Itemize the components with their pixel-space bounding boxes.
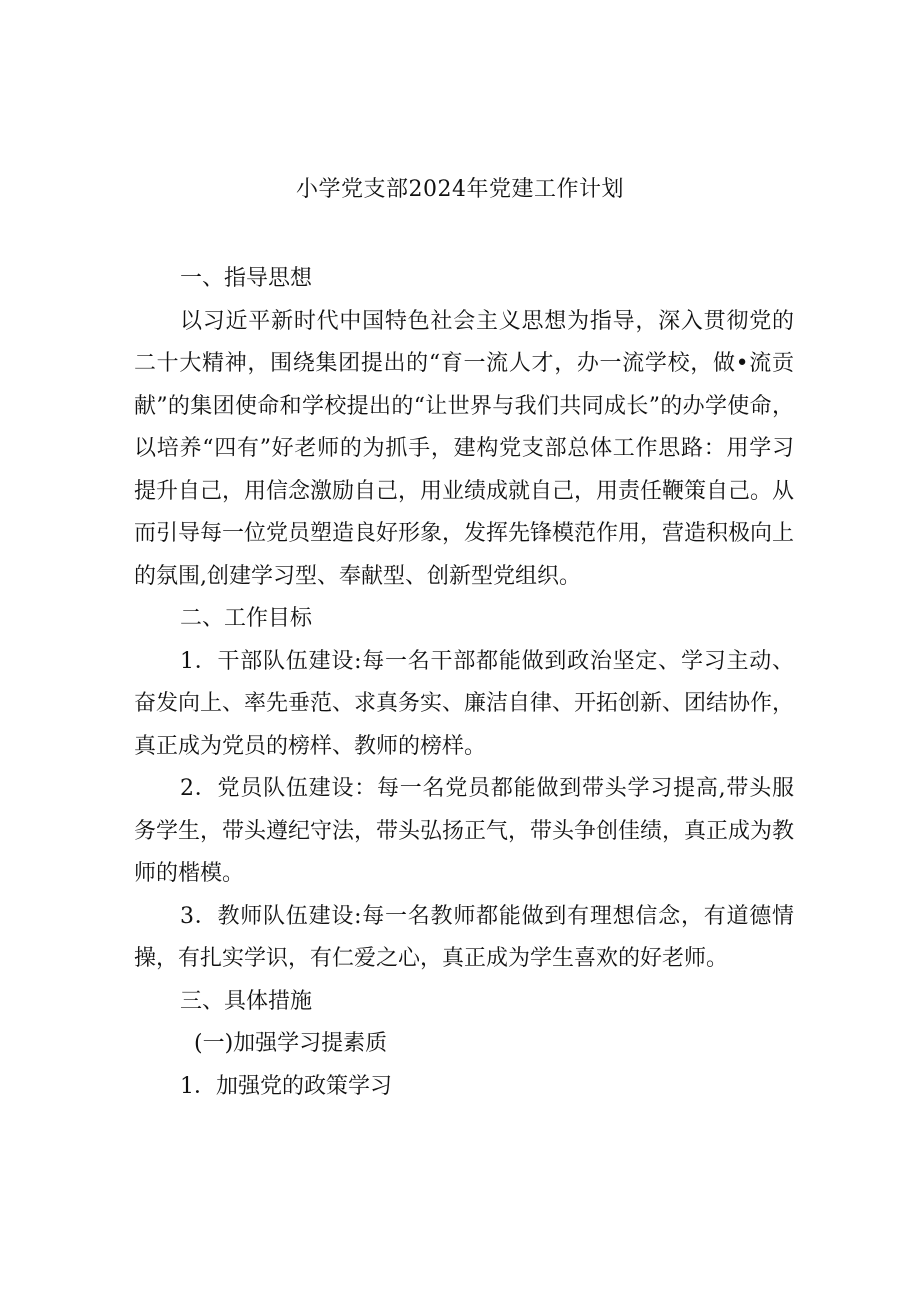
paragraph-goal-cadres: 1．干部队伍建设:每一名干部都能做到政治坚定、学习主动、奋发向上、率先垂范、求真务实、廉洁自律、开拓创新、团结协作，真正成为党员的榜样、教师的榜样。	[134, 648, 795, 759]
item-heading-policy-study: 1．加强党的政策学习	[180, 1073, 392, 1099]
paragraph-goal-teachers: 3．教师队伍建设:每一名教师都能做到有理想信念，有道德情操，有扎实学识，有仁爱之心，真正成为学生喜欢的好老师。	[134, 903, 794, 971]
section-heading-guiding-ideology: 一、指导思想	[180, 266, 313, 291]
document-title: 小学党支部2024年党建工作计划	[296, 177, 624, 202]
subsection-heading-study: (一)加强学习提素质	[194, 1031, 388, 1056]
section-heading-measures: 三、具体措施	[180, 988, 313, 1014]
section-heading-work-goals: 二、工作目标	[180, 606, 313, 631]
document-body	[134, 258, 794, 1108]
paragraph-goal-party-members: 2．党员队伍建设：每一名党员都能做到带头学习提高,带头服务学生，带头遵纪守法，带头弘扬正气，带头争创佳绩，真正成为教师的楷模。	[134, 776, 795, 886]
paragraph-guiding-ideology: 以习近平新时代中国特色社会主义思想为指导，深入贯彻党的二十大精神，围绕集团提出的“育一流人才，办一流学校，做•流贡献”的集团使命和学校提出的“让世界与我们共同成长”的办学使命，以培养“四有”好老师的为抓手，建构党支部总体工作思路：用学习提升自己，用信念激励自己，用业绩成就自己，用责任鞭策自己。从而引导每一位党员塑造良好形象，发挥先锋模范作用，营造积极向上的氛围,创建学习型、奉献型、创新型党组织。	[134, 308, 795, 589]
